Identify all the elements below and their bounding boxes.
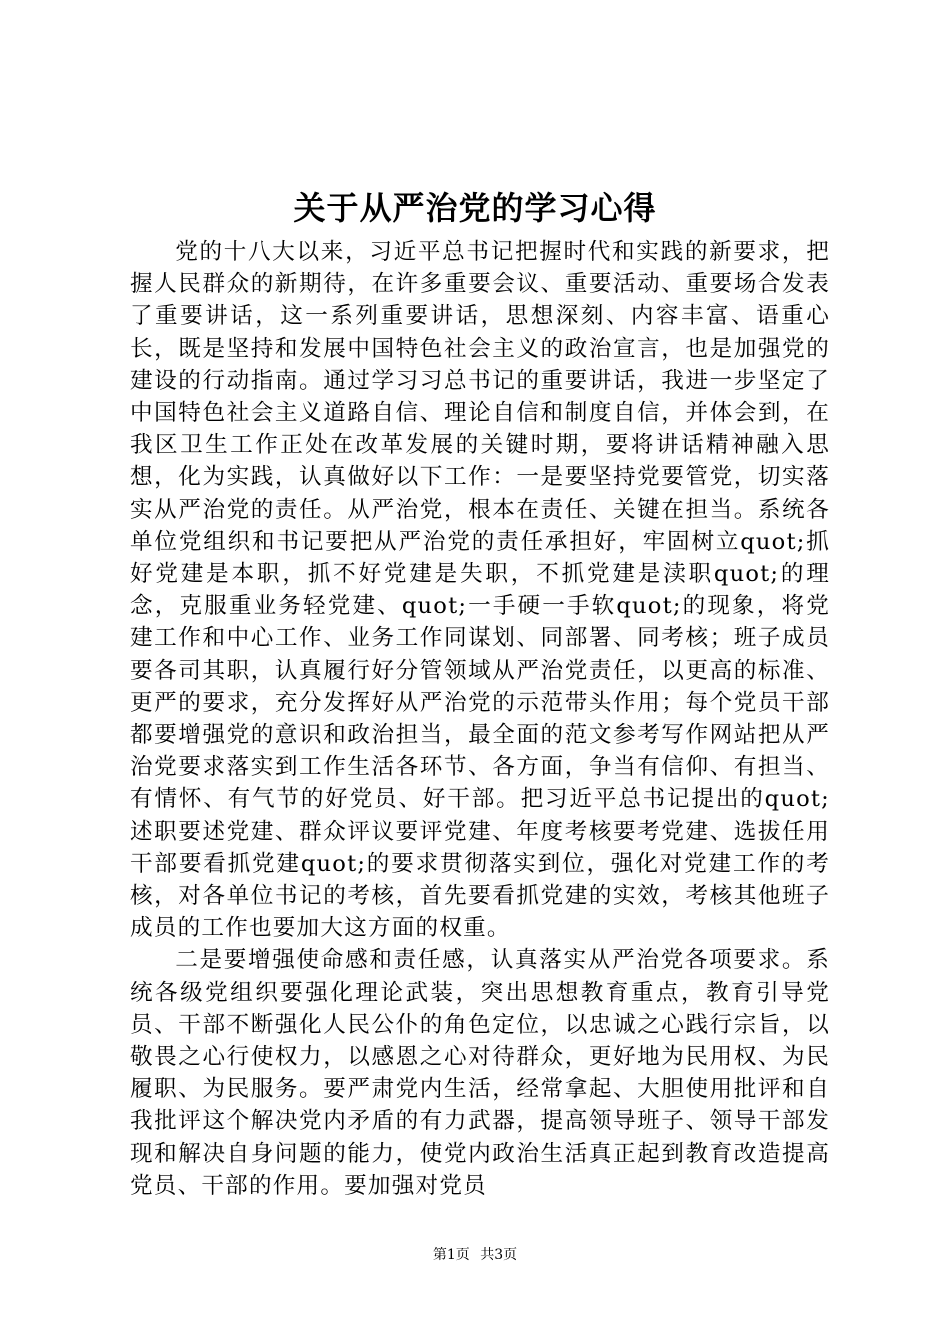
page-total: 共3页 <box>480 1247 518 1263</box>
page-footer <box>0 1245 950 1265</box>
paragraph-2: 二是要增强使命感和责任感，认真落实从严治党各项要求。系统各级党组织要强化理论武装，突出思想教育重点，教育引导党员、干部不断强化人民公仆的角色定位，以忠诚之心践行宗旨，以敬畏之心行使权力，以感恩之心对待群众，更好地为民用权、为民履职、为民服务。要严肃党内生活，经常拿起、大胆使用批评和自我批评这个解决党内矛盾的有力武器，提高领导班子、领导干部发现和解决自身问题的能力，使党内政治生活真正起到教育改造提高党员、干部的作用。要加强对党员 <box>130 947 830 1199</box>
document-body <box>130 236 830 1202</box>
paragraph-1: 党的十八大以来，习近平总书记把握时代和实践的新要求，把握人民群众的新期待，在许多重要会议、重要活动、重要场合发表了重要讲话，这一系列重要讲话，思想深刻、内容丰富、语重心长，既是坚持和发展中国特色社会主义的政治宣言，也是加强党的建设的行动指南。通过学习习总书记的重要讲话，我进一步坚定了中国特色社会主义道路自信、理论自信和制度自信，并体会到，在我区卫生工作正处在改革发展的关键时期，要将讲话精神融入思想，化为实践，认真做好以下工作：一是要坚持党要管党，切实落实从严治党的责任。从严治党，根本在责任、关键在担当。系统各单位党组织和书记要把从严治党的责任承担好，牢固树立quot;抓好党建是本职，抓不好党建是失职，不抓党建是渎职quot;的理念，克服重业务轻党建、quot;一手硬一手软quot;的现象，将党建工作和中心工作、业务工作同谋划、同部署、同考核；班子成员要各司其职，认真履行好分管领域从严治党责任，以更高的标准、更严的要求，充分发挥好从严治党的示范带头作用；每个党员干部都要增强党的意识和政治担当，最全面的范文参考写作网站把从严治党要求落实到工作生活各环节、各方面，争当有信仰、有担当、有情怀、有气节的好党员、好干部。把习近平总书记提出的quot;述职要述党建、群众评议要评党建、年度考核要考党建、选拔任用干部要看抓党建quot;的要求贯彻落实到位，强化对党建工作的考核，对各单位书记的考核，首先要看抓党建的实效，考核其他班子成员的工作也要加大这方面的权重。 <box>130 239 830 942</box>
document-title: 关于从严治党的学习心得 <box>293 189 657 227</box>
page-number: 第1页 <box>432 1247 470 1263</box>
